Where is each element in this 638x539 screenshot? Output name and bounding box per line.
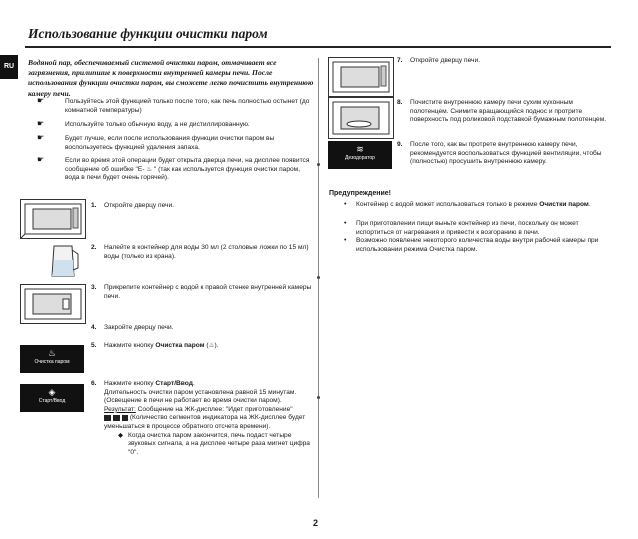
step-6-note: ◆ Когда очистка паром закончится, печь подаст четыре звуковых сигнала, а на дисплее четыре раза мигнет цифра "0". xyxy=(118,431,310,456)
steam-clean-panel-button: ♨ Очистка паром xyxy=(20,345,84,373)
step-8: 8. Почистите внутреннюю камеру печи сухим кухонным полотенцем. Снимите вращающийся поднос и протрите поверхность под роликовой подставкой бумажным полотенцем. xyxy=(397,99,607,124)
warning-heading: Предупреждение! xyxy=(329,190,391,197)
open-oven-illustration xyxy=(20,199,86,239)
pointing-hand-icon: ☛ xyxy=(37,119,45,128)
deodorize-icon: ≋ xyxy=(356,144,364,154)
intro-paragraph: Водяной пар, обеспечиваемый системой очистки паром, отмачивает все загрязнения, прилипшие к поверхности внутренней камеры печи. После использования функции очистки паром, вы сможете легко почистить внутреннюю камеру печи. xyxy=(28,58,314,98)
step-7: 7. Откройте дверцу печи. xyxy=(397,57,480,64)
water-container-illustration xyxy=(44,240,84,280)
bullet-item: ☛ Используйте только обычную воду, а не дистиллированную. xyxy=(37,119,250,128)
step-2: 2. Налейте в контейнер для воды 30 мл (2 столовые ложки по 15 мл) воды (только из крана). xyxy=(91,244,309,260)
deodorize-panel-button: ≋ Дезодоратор xyxy=(328,141,392,169)
title-rule xyxy=(25,46,611,48)
step-5: 5. Нажмите кнопку Очистка паром (♨). xyxy=(91,342,219,349)
warning-item: • Контейнер с водой может использоваться только в режиме Очистки паром. xyxy=(344,201,591,208)
attach-container-illustration xyxy=(20,284,86,324)
bullet-item: ☛ Будет лучше, если после использования функции очистки паром вы воспользуетесь функцией удаления запаха. xyxy=(37,133,275,151)
start-icon: ◈ xyxy=(48,387,56,397)
page-title: Использование функции очистки паром xyxy=(28,26,268,41)
step-6: 6. Нажмите кнопку Старт/Ввод. Длительность очистки паром установлена равной 15 минутам.(Освещение в печи не работает во время очистки паром). Результат: Сообщение на ЖК-дисплее: "Идет приготовление" (Количество сегментов индикатора на ЖК-дисплее будет уменьшаться в процессе обратного отсчета времени). ◆ Когда очистка паром закончится, печь подаст четыре звуковых сигнала, а на дисплее четыре раза мигнет цифра "0". xyxy=(91,380,315,457)
divider-dot xyxy=(317,396,320,399)
divider-dot xyxy=(317,163,320,166)
wipe-oven-illustration xyxy=(328,97,394,139)
step-4: 4. Закройте дверцу печи. xyxy=(91,324,174,331)
warning-item: • Возможно появление некоторого количества воды внутри рабочей камеры при использовании режима Очистка паром. xyxy=(344,237,599,253)
progress-segments-icon xyxy=(104,415,128,421)
start-enter-panel-button: ◈ Старт/Ввод xyxy=(20,384,84,412)
language-tab: RU xyxy=(0,55,18,79)
step-9: 9. После того, как вы протрете внутреннюю камеру печи, рекомендуется воспользоваться функцией вентиляции, чтобы (полностью) просушить внутреннюю камеру. xyxy=(397,141,602,166)
warning-item: • При приготовлении пищи выньте контейнер из печи, поскольку он может испортиться от нагревания и привести к возгоранию в печи. xyxy=(344,220,579,236)
bullet-item: ☛ Если во время этой операции будет открыта дверца печи, на дисплее появится сообщение об ошибке "E- ♨ " (так как используется функция очистки паром, вода в печи будет очень горячей). xyxy=(37,155,310,182)
bullet-item: ☛ Пользуйтесь этой функцией только после того, как печь полностью остынет (до комнатной температуры) xyxy=(37,96,310,114)
open-oven-illustration-2 xyxy=(328,57,394,97)
step-3: 3. Прикрепите контейнер с водой к правой стенке внутренней камеры печи. xyxy=(91,284,312,300)
divider-dot xyxy=(317,276,320,279)
pointing-hand-icon: ☛ xyxy=(37,155,45,164)
pointing-hand-icon: ☛ xyxy=(37,133,45,142)
steam-icon: ♨ xyxy=(47,348,57,358)
page-number: 2 xyxy=(313,518,319,528)
step-1: 1. Откройте дверцу печи. xyxy=(91,202,174,209)
diamond-bullet-icon: ◆ xyxy=(118,431,124,439)
pointing-hand-icon: ☛ xyxy=(37,96,45,105)
